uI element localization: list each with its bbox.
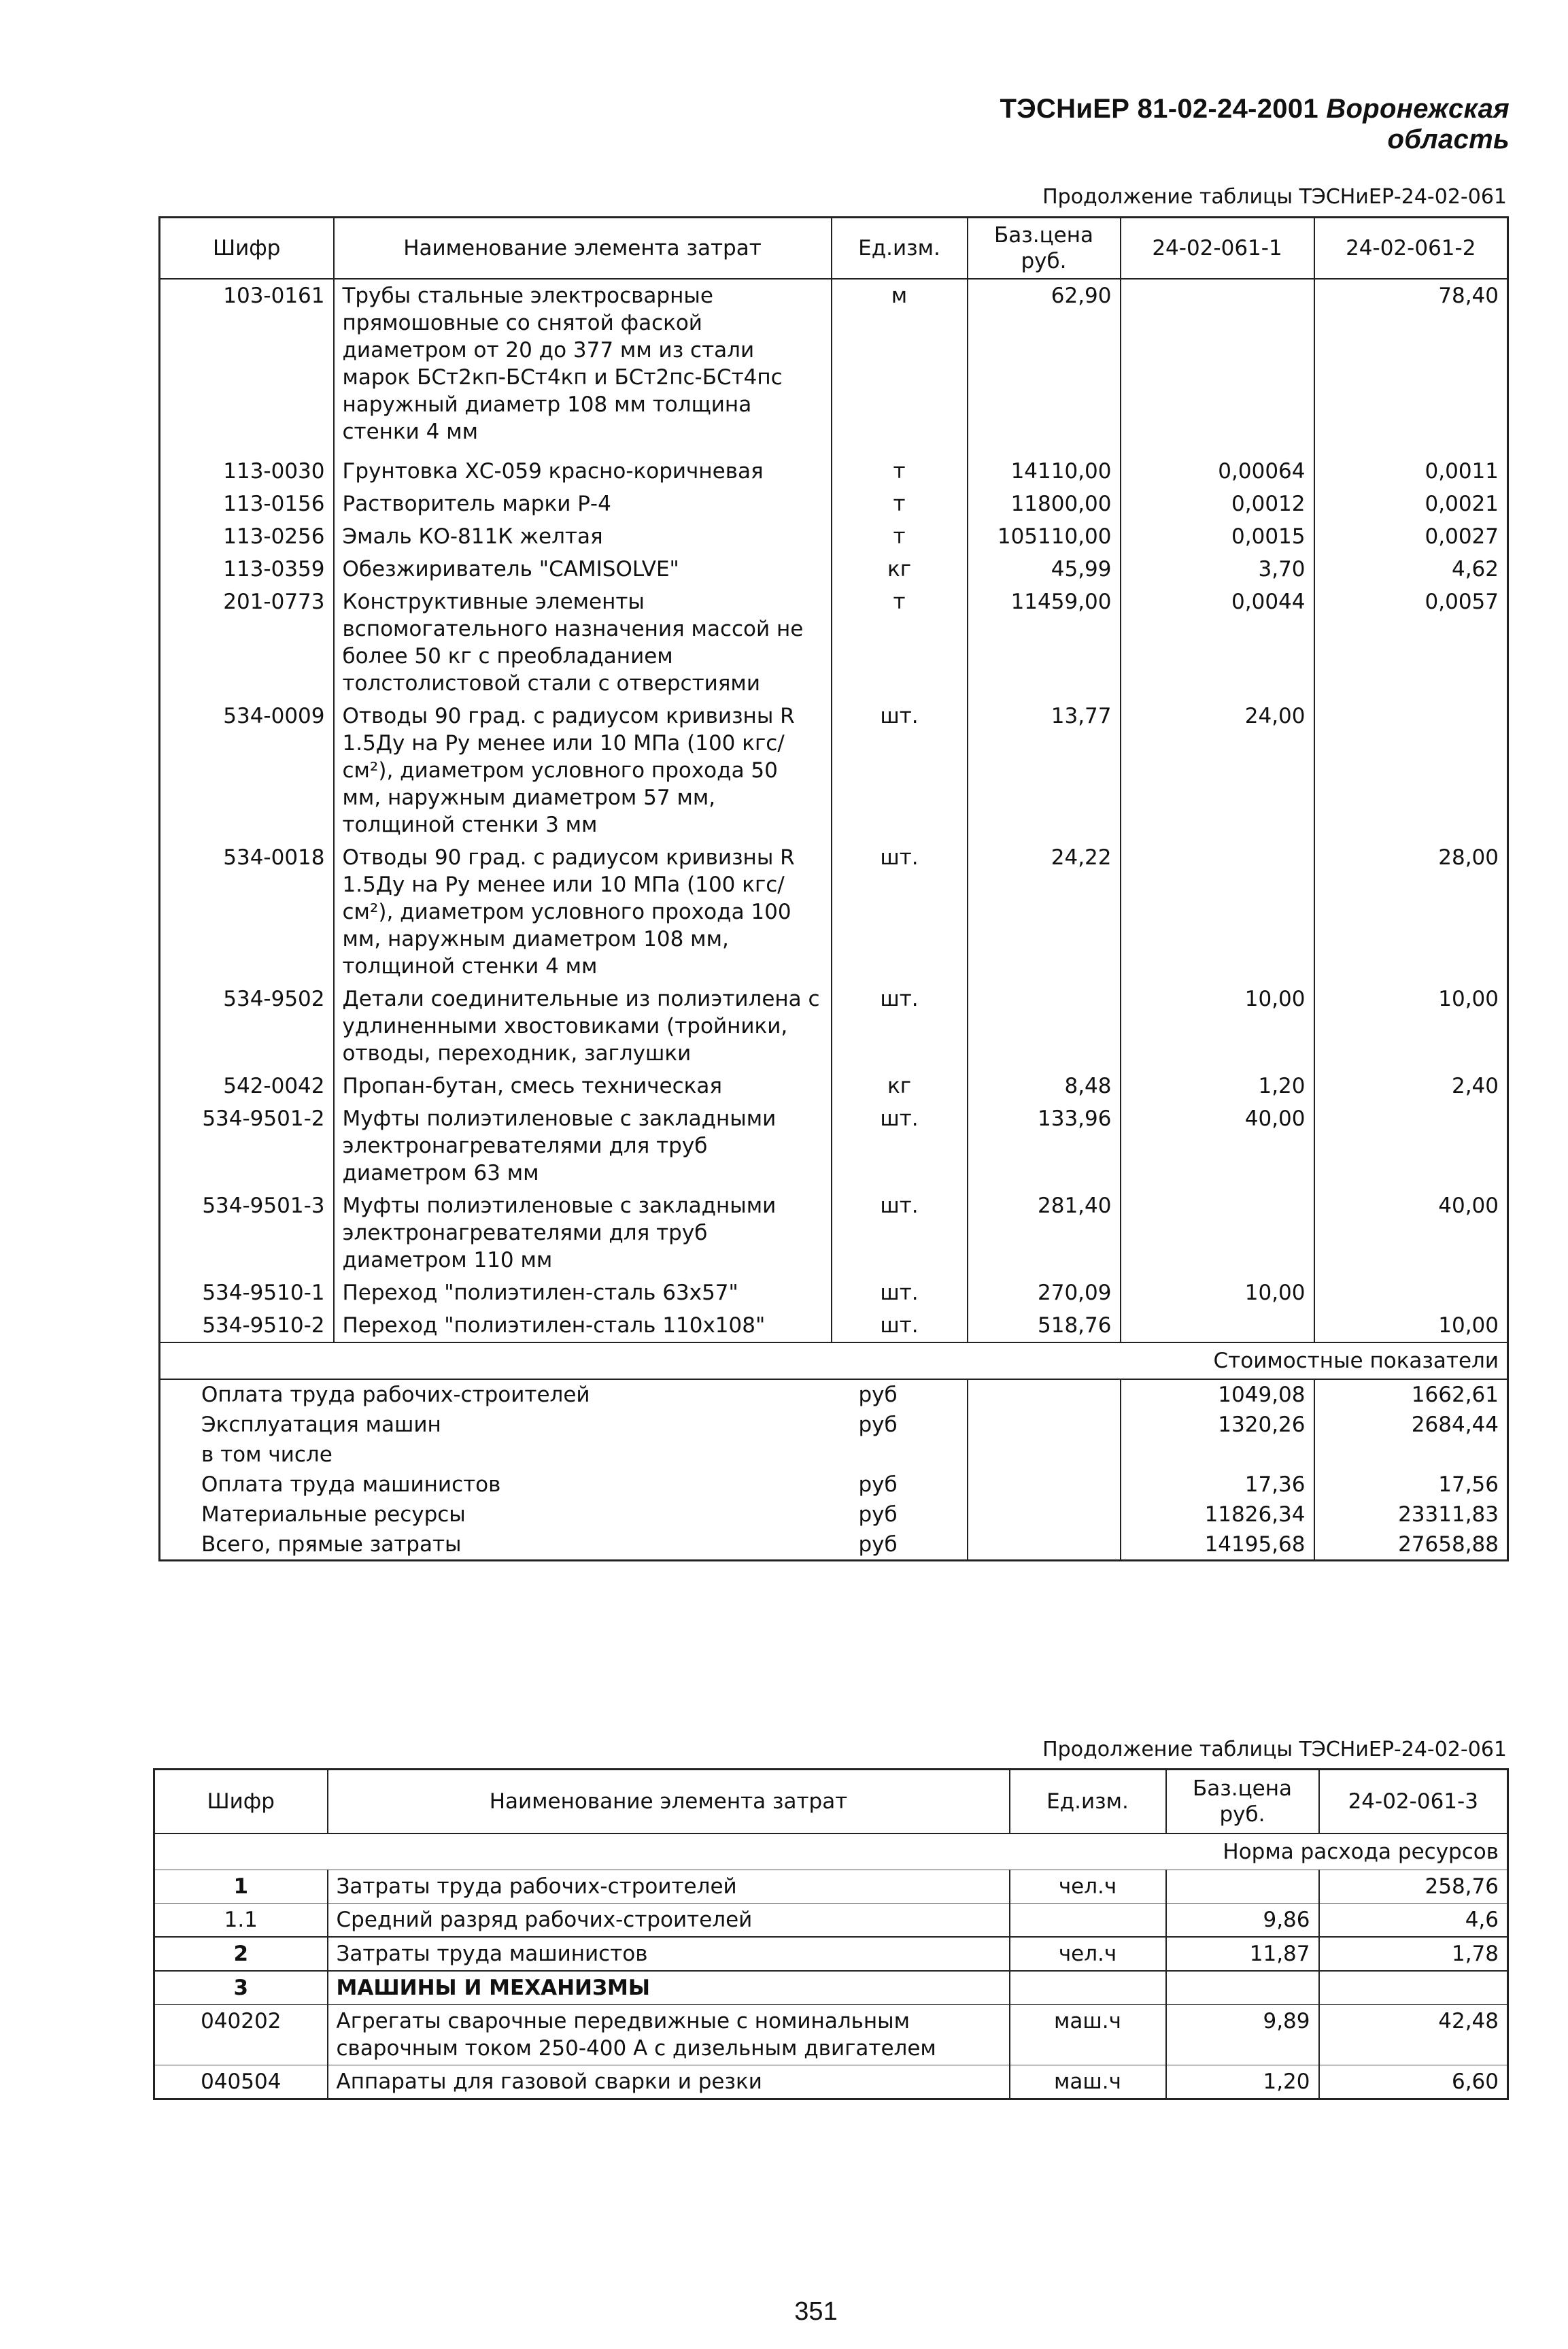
col2-header-unit: Ед.изм.	[1010, 1770, 1166, 1833]
row-name: Муфты полиэтиленовые с закладными электронагревателями для труб диаметром 63 мм	[334, 1102, 832, 1189]
summary-unit: руб	[832, 1470, 968, 1500]
row-name: МАШИНЫ И МЕХАНИЗМЫ	[328, 1971, 1010, 2005]
row-norm-2: 0,0011	[1314, 448, 1508, 488]
row-name: Обезжириватель "CAMISOLVE"	[334, 553, 832, 586]
row-price: 14110,00	[968, 448, 1121, 488]
row-norm-1	[1121, 841, 1314, 983]
row-unit: чел.ч	[1010, 1870, 1166, 1903]
row-price	[1166, 1870, 1319, 1903]
summary-row	[160, 1470, 1508, 1500]
row-code: 3	[154, 1971, 328, 2005]
summary-value-1: 17,36	[1121, 1470, 1314, 1500]
summary-label: Оплата труда машинистов	[160, 1470, 832, 1500]
table-row	[154, 2065, 1508, 2099]
row-price: 9,89	[1166, 2004, 1319, 2065]
row-name: Конструктивные элементы вспомогательного назначения массой не более 50 кг с преобладанием толстолистовой стали с отверстиями	[334, 586, 832, 700]
row-code: 1.1	[154, 1903, 328, 1937]
row-name: Средний разряд рабочих-строителей	[328, 1903, 1010, 1937]
row-code: 113-0256	[160, 520, 334, 553]
row-norm-1: 0,0044	[1121, 586, 1314, 700]
row-name: Затраты труда рабочих-строителей	[328, 1870, 1010, 1903]
row-price: 105110,00	[968, 520, 1121, 553]
row-price: 270,09	[968, 1277, 1121, 1309]
summary-price-empty	[968, 1410, 1121, 1440]
col2-header-norm-3: 24-02-061-3	[1319, 1770, 1508, 1833]
row-norm-2: 28,00	[1314, 841, 1508, 983]
table-row	[160, 1309, 1508, 1342]
summary-title: Стоимостные показатели	[160, 1342, 1508, 1379]
row-price: 11800,00	[968, 488, 1121, 520]
row-code: 534-0018	[160, 841, 334, 983]
row-name: Растворитель марки Р-4	[334, 488, 832, 520]
summary-price-empty	[968, 1500, 1121, 1530]
row-price: 11,87	[1166, 1937, 1319, 1971]
row-norm-2	[1314, 1102, 1508, 1189]
row-unit: маш.ч	[1010, 2065, 1166, 2099]
row-price: 11459,00	[968, 586, 1121, 700]
table-row	[160, 1070, 1508, 1102]
row-name: Грунтовка ХС-059 красно-коричневая	[334, 448, 832, 488]
row-name: Трубы стальные электросварные прямошовные со снятой фаской диаметром от 20 до 377 мм из стали марок БСт2кп-БСт4кп и БСт2пс-БСт4пс наружный диаметр 108 мм толщина стенки 4 мм	[334, 279, 832, 448]
table1-continuation: Продолжение таблицы ТЭСНиЕР-24-02-061	[1042, 185, 1507, 209]
row-norm-2: 0,0027	[1314, 520, 1508, 553]
row-unit: шт.	[832, 1189, 968, 1277]
row-unit: т	[832, 488, 968, 520]
summary-value-1: 1049,08	[1121, 1379, 1314, 1410]
row-unit: кг	[832, 1070, 968, 1102]
row-code: 113-0030	[160, 448, 334, 488]
row-name: Аппараты для газовой сварки и резки	[328, 2065, 1010, 2099]
col-header-norm-1: 24-02-061-1	[1121, 218, 1314, 280]
summary-value-1: 14195,68	[1121, 1530, 1314, 1561]
summary-value-1: 11826,34	[1121, 1500, 1314, 1530]
row-name: Детали соединительные из полиэтилена с удлиненными хвостовиками (тройники, отводы, переходник, заглушки	[334, 983, 832, 1070]
summary-value-1	[1121, 1440, 1314, 1470]
row-code: 534-9502	[160, 983, 334, 1070]
summary-row	[160, 1410, 1508, 1440]
col2-header-code: Шифр	[154, 1770, 328, 1833]
row-norm-1: 40,00	[1121, 1102, 1314, 1189]
row-norm-2: 78,40	[1314, 279, 1508, 448]
row-price: 8,48	[968, 1070, 1121, 1102]
row-norm-2: 0,0057	[1314, 586, 1508, 700]
row-norm-3: 4,6	[1319, 1903, 1508, 1937]
norm-title: Норма расхода ресурсов	[154, 1833, 1508, 1870]
summary-value-2: 23311,83	[1314, 1500, 1508, 1530]
summary-value-2: 17,56	[1314, 1470, 1508, 1500]
row-name: Отводы 90 град. с радиусом кривизны R 1.5Ду на Ру менее или 10 МПа (100 кгс/см²), диаметром условного прохода 100 мм, наружным диаметром 108 мм, толщиной стенки 4 мм	[334, 841, 832, 983]
summary-row	[160, 1500, 1508, 1530]
row-norm-3: 1,78	[1319, 1937, 1508, 1971]
row-price: 62,90	[968, 279, 1121, 448]
page-number: 351	[794, 2297, 838, 2326]
row-norm-1: 24,00	[1121, 700, 1314, 841]
row-unit: шт.	[832, 1277, 968, 1309]
summary-row	[160, 1530, 1508, 1561]
resource-table-2	[153, 1768, 1509, 2100]
row-unit	[1010, 1971, 1166, 2005]
row-code: 113-0156	[160, 488, 334, 520]
table-row	[160, 586, 1508, 700]
row-unit: т	[832, 586, 968, 700]
summary-price-empty	[968, 1530, 1121, 1561]
table2-continuation: Продолжение таблицы ТЭСНиЕР-24-02-061	[1042, 1738, 1507, 1761]
row-unit: маш.ч	[1010, 2004, 1166, 2065]
row-code: 040202	[154, 2004, 328, 2065]
col-header-unit: Ед.изм.	[832, 218, 968, 280]
summary-unit: руб	[832, 1500, 968, 1530]
row-unit	[1010, 1903, 1166, 1937]
row-unit: чел.ч	[1010, 1937, 1166, 1971]
table-row	[160, 1102, 1508, 1189]
row-norm-3: 42,48	[1319, 2004, 1508, 2065]
row-unit: шт.	[832, 983, 968, 1070]
row-norm-2: 2,40	[1314, 1070, 1508, 1102]
summary-header-row	[160, 1342, 1508, 1379]
summary-label: Всего, прямые затраты	[160, 1530, 832, 1561]
row-unit: т	[832, 448, 968, 488]
table-row	[160, 520, 1508, 553]
row-name: Отводы 90 град. с радиусом кривизны R 1.5Ду на Ру менее или 10 МПа (100 кгс/см²), диаметром условного прохода 50 мм, наружным диаметром 57 мм, толщиной стенки 3 мм	[334, 700, 832, 841]
row-norm-1: 3,70	[1121, 553, 1314, 586]
resource-table-1	[158, 216, 1509, 1561]
col-header-price: Баз.цена руб.	[968, 218, 1121, 280]
row-norm-2: 10,00	[1314, 983, 1508, 1070]
row-unit: м	[832, 279, 968, 448]
row-norm-2: 10,00	[1314, 1309, 1508, 1342]
row-code: 201-0773	[160, 586, 334, 700]
summary-unit: руб	[832, 1379, 968, 1410]
table-row	[160, 700, 1508, 841]
row-price	[1166, 1971, 1319, 2005]
col-header-name: Наименование элемента затрат	[334, 218, 832, 280]
summary-row	[160, 1379, 1508, 1410]
row-norm-2	[1314, 700, 1508, 841]
row-price	[968, 983, 1121, 1070]
row-norm-3	[1319, 1971, 1508, 2005]
row-norm-1: 10,00	[1121, 1277, 1314, 1309]
row-norm-2: 4,62	[1314, 553, 1508, 586]
summary-value-2: 27658,88	[1314, 1530, 1508, 1561]
row-code: 2	[154, 1937, 328, 1971]
row-price: 1,20	[1166, 2065, 1319, 2099]
row-code: 534-9501-3	[160, 1189, 334, 1277]
row-code: 534-9510-2	[160, 1309, 334, 1342]
row-name: Переход "полиэтилен-сталь 110х108"	[334, 1309, 832, 1342]
summary-unit	[832, 1440, 968, 1470]
row-code: 534-0009	[160, 700, 334, 841]
table-row	[154, 2004, 1508, 2065]
table-row	[154, 1903, 1508, 1937]
summary-label: Материальные ресурсы	[160, 1500, 832, 1530]
row-price: 133,96	[968, 1102, 1121, 1189]
page-header	[884, 94, 1510, 155]
table-row	[160, 1277, 1508, 1309]
row-unit: шт.	[832, 700, 968, 841]
row-norm-1: 1,20	[1121, 1070, 1314, 1102]
row-price: 518,76	[968, 1309, 1121, 1342]
row-norm-1: 0,0012	[1121, 488, 1314, 520]
row-norm-1	[1121, 279, 1314, 448]
table-row	[160, 1189, 1508, 1277]
table-row	[154, 1971, 1508, 2005]
row-code: 542-0042	[160, 1070, 334, 1102]
row-name: Агрегаты сварочные передвижные с номинальным сварочным током 250-400 А с дизельным двигателем	[328, 2004, 1010, 2065]
row-unit: т	[832, 520, 968, 553]
row-code: 1	[154, 1870, 328, 1903]
table-row	[160, 279, 1508, 448]
row-name: Муфты полиэтиленовые с закладными электронагревателями для труб диаметром 110 мм	[334, 1189, 832, 1277]
row-name: Эмаль КО-811К желтая	[334, 520, 832, 553]
col-header-norm-2: 24-02-061-2	[1314, 218, 1508, 280]
summary-value-2	[1314, 1440, 1508, 1470]
row-norm-2: 40,00	[1314, 1189, 1508, 1277]
row-norm-1	[1121, 1189, 1314, 1277]
summary-price-empty	[968, 1470, 1121, 1500]
row-code: 534-9510-1	[160, 1277, 334, 1309]
row-unit: кг	[832, 553, 968, 586]
summary-label: Эксплуатация машин	[160, 1410, 832, 1440]
row-norm-2: 0,0021	[1314, 488, 1508, 520]
table-row	[160, 448, 1508, 488]
summary-unit: руб	[832, 1410, 968, 1440]
summary-value-2: 2684,44	[1314, 1410, 1508, 1440]
summary-label: в том числе	[160, 1440, 832, 1470]
table-row	[160, 841, 1508, 983]
row-code: 103-0161	[160, 279, 334, 448]
row-unit: шт.	[832, 1102, 968, 1189]
row-price: 13,77	[968, 700, 1121, 841]
row-norm-3: 6,60	[1319, 2065, 1508, 2099]
table-row	[154, 1937, 1508, 1971]
row-unit: шт.	[832, 1309, 968, 1342]
row-price: 281,40	[968, 1189, 1121, 1277]
row-price: 9,86	[1166, 1903, 1319, 1937]
row-code: 534-9501-2	[160, 1102, 334, 1189]
row-norm-1: 10,00	[1121, 983, 1314, 1070]
row-norm-1: 0,0015	[1121, 520, 1314, 553]
row-name: Переход "полиэтилен-сталь 63х57"	[334, 1277, 832, 1309]
row-price: 45,99	[968, 553, 1121, 586]
table-row	[160, 488, 1508, 520]
col2-header-name: Наименование элемента затрат	[328, 1770, 1010, 1833]
row-norm-1	[1121, 1309, 1314, 1342]
summary-label: Оплата труда рабочих-строителей	[160, 1379, 832, 1410]
table-row	[154, 1870, 1508, 1903]
summary-price-empty	[968, 1379, 1121, 1410]
row-norm-3: 258,76	[1319, 1870, 1508, 1903]
row-norm-1: 0,00064	[1121, 448, 1314, 488]
row-name: Пропан-бутан, смесь техническая	[334, 1070, 832, 1102]
row-code: 113-0359	[160, 553, 334, 586]
summary-price-empty	[968, 1440, 1121, 1470]
norm-header-row	[154, 1833, 1508, 1870]
row-code: 040504	[154, 2065, 328, 2099]
summary-value-1: 1320,26	[1121, 1410, 1314, 1440]
table-row	[160, 983, 1508, 1070]
header-code: ТЭСНиЕР 81-02-24-2001	[1000, 94, 1318, 124]
header-region: Воронежская область	[1326, 94, 1510, 154]
table-row	[160, 553, 1508, 586]
row-price: 24,22	[968, 841, 1121, 983]
row-norm-2	[1314, 1277, 1508, 1309]
row-name: Затраты труда машинистов	[328, 1937, 1010, 1971]
col-header-code: Шифр	[160, 218, 334, 280]
summary-row	[160, 1440, 1508, 1470]
summary-value-2: 1662,61	[1314, 1379, 1508, 1410]
summary-unit: руб	[832, 1530, 968, 1561]
col2-header-price: Баз.цена руб.	[1166, 1770, 1319, 1833]
row-unit: шт.	[832, 841, 968, 983]
